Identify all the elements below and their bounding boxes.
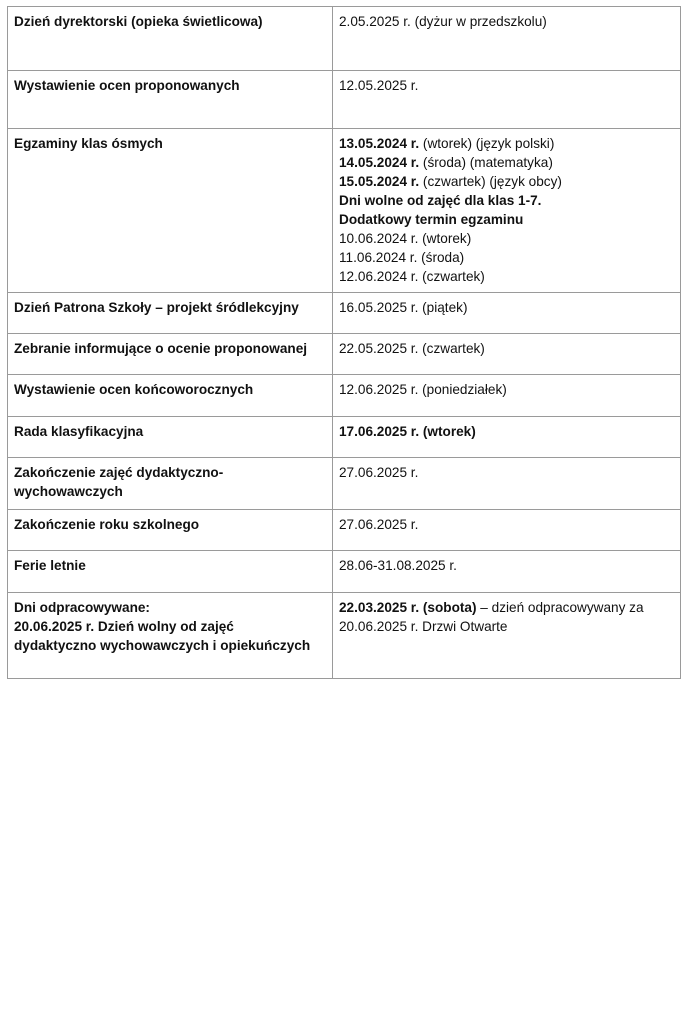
event-name-cell	[8, 458, 333, 510]
event-name-cell	[8, 334, 333, 375]
event-date-line	[339, 598, 674, 617]
event-name-line: Zebranie informujące o ocenie proponowanej	[14, 341, 308, 356]
event-date-line	[339, 298, 674, 317]
event-name-line: Dni odpracowywane:	[14, 600, 150, 615]
event-date-line	[339, 76, 674, 95]
event-date-line	[339, 191, 674, 210]
event-name-line: dydaktyczno wychowawczych i opiekuńczych	[14, 638, 311, 653]
event-name-line: Rada klasyfikacyjna	[14, 424, 144, 439]
event-date-cell	[333, 7, 681, 71]
event-date-text: 28.06-31.08.2025 r.	[339, 558, 457, 573]
table-row	[8, 375, 681, 417]
event-date-line	[339, 172, 674, 191]
event-name-cell	[8, 510, 333, 551]
event-name-cell	[8, 71, 333, 129]
table-row	[8, 458, 681, 510]
event-date-text: 13.05.2024 r.	[339, 136, 420, 151]
event-date-text: 16.05.2025 r. (piątek)	[339, 300, 468, 315]
event-date-text: (czwartek) (język obcy)	[419, 174, 562, 189]
event-date-cell	[333, 129, 681, 293]
event-date-cell	[333, 593, 681, 679]
event-name-line: Dzień dyrektorski (opieka świetlicowa)	[14, 14, 263, 29]
event-name-cell	[8, 375, 333, 417]
event-date-text: 12.06.2024 r. (czwartek)	[339, 269, 485, 284]
event-date-line	[339, 267, 674, 286]
event-date-cell	[333, 334, 681, 375]
event-name-cell	[8, 593, 333, 679]
event-date-cell	[333, 551, 681, 593]
event-date-text: 11.06.2024 r. (środa)	[339, 250, 465, 265]
event-date-text: 27.06.2025 r.	[339, 465, 419, 480]
event-date-text: Dodatkowy termin egzaminu	[339, 212, 524, 227]
event-name-line: Ferie letnie	[14, 558, 86, 573]
event-date-text: 20.06.2025 r. Drzwi Otwarte	[339, 619, 508, 634]
event-date-line	[339, 229, 674, 248]
table-row	[8, 71, 681, 129]
event-date-line	[339, 422, 674, 441]
event-date-line	[339, 339, 674, 358]
event-date-line	[339, 380, 674, 399]
event-date-line	[339, 210, 674, 229]
event-date-text: 15.05.2024 r.	[339, 174, 420, 189]
event-date-text: 22.05.2025 r. (czwartek)	[339, 341, 485, 356]
event-date-line	[339, 153, 674, 172]
event-date-text: Dni wolne od zajęć dla klas 1-7.	[339, 193, 542, 208]
event-date-line	[339, 556, 674, 575]
school-calendar-table	[7, 6, 681, 679]
event-date-text: – dzień odpracowywany za	[476, 600, 644, 615]
event-name-cell	[8, 551, 333, 593]
event-date-line	[339, 134, 674, 153]
event-date-text: 17.06.2025 r. (wtorek)	[339, 424, 476, 439]
event-date-cell	[333, 458, 681, 510]
event-date-line	[339, 12, 674, 31]
table-row	[8, 510, 681, 551]
event-date-text: (środa) (matematyka)	[419, 155, 553, 170]
event-date-cell	[333, 375, 681, 417]
event-date-line	[339, 515, 674, 534]
table-row	[8, 129, 681, 293]
event-date-text: 12.06.2025 r. (poniedziałek)	[339, 382, 507, 397]
table-row	[8, 593, 681, 679]
event-date-line	[339, 463, 674, 482]
event-date-text: 22.03.2025 r. (sobota)	[339, 600, 477, 615]
table-row	[8, 551, 681, 593]
event-name-cell	[8, 129, 333, 293]
event-name-cell	[8, 417, 333, 458]
event-name-line: Wystawienie ocen końcoworocznych	[14, 382, 254, 397]
table-body	[8, 7, 681, 679]
event-name-line: Wystawienie ocen proponowanych	[14, 78, 240, 93]
event-name-line: Zakończenie zajęć dydaktyczno-	[14, 465, 224, 480]
event-date-text: 2.05.2025 r. (dyżur w przedszkolu)	[339, 14, 547, 29]
event-date-cell	[333, 293, 681, 334]
table-row	[8, 293, 681, 334]
event-date-line	[339, 617, 674, 636]
event-date-line	[339, 248, 674, 267]
event-name-line: wychowawczych	[14, 484, 123, 499]
event-name-line: 20.06.2025 r. Dzień wolny od zajęć	[14, 619, 234, 634]
table-row	[8, 334, 681, 375]
event-date-text: 27.06.2025 r.	[339, 517, 419, 532]
event-name-cell	[8, 293, 333, 334]
event-date-cell	[333, 417, 681, 458]
event-date-text: 14.05.2024 r.	[339, 155, 420, 170]
table-row	[8, 7, 681, 71]
table-row	[8, 417, 681, 458]
event-name-line: Egzaminy klas ósmych	[14, 136, 163, 151]
event-date-text: (wtorek) (język polski)	[419, 136, 555, 151]
event-date-text: 10.06.2024 r. (wtorek)	[339, 231, 472, 246]
event-date-cell	[333, 71, 681, 129]
event-date-text: 12.05.2025 r.	[339, 78, 419, 93]
event-name-line: Zakończenie roku szkolnego	[14, 517, 200, 532]
event-date-cell	[333, 510, 681, 551]
event-name-cell	[8, 7, 333, 71]
event-name-line: Dzień Patrona Szkoły – projekt śródlekcyjny	[14, 300, 299, 315]
